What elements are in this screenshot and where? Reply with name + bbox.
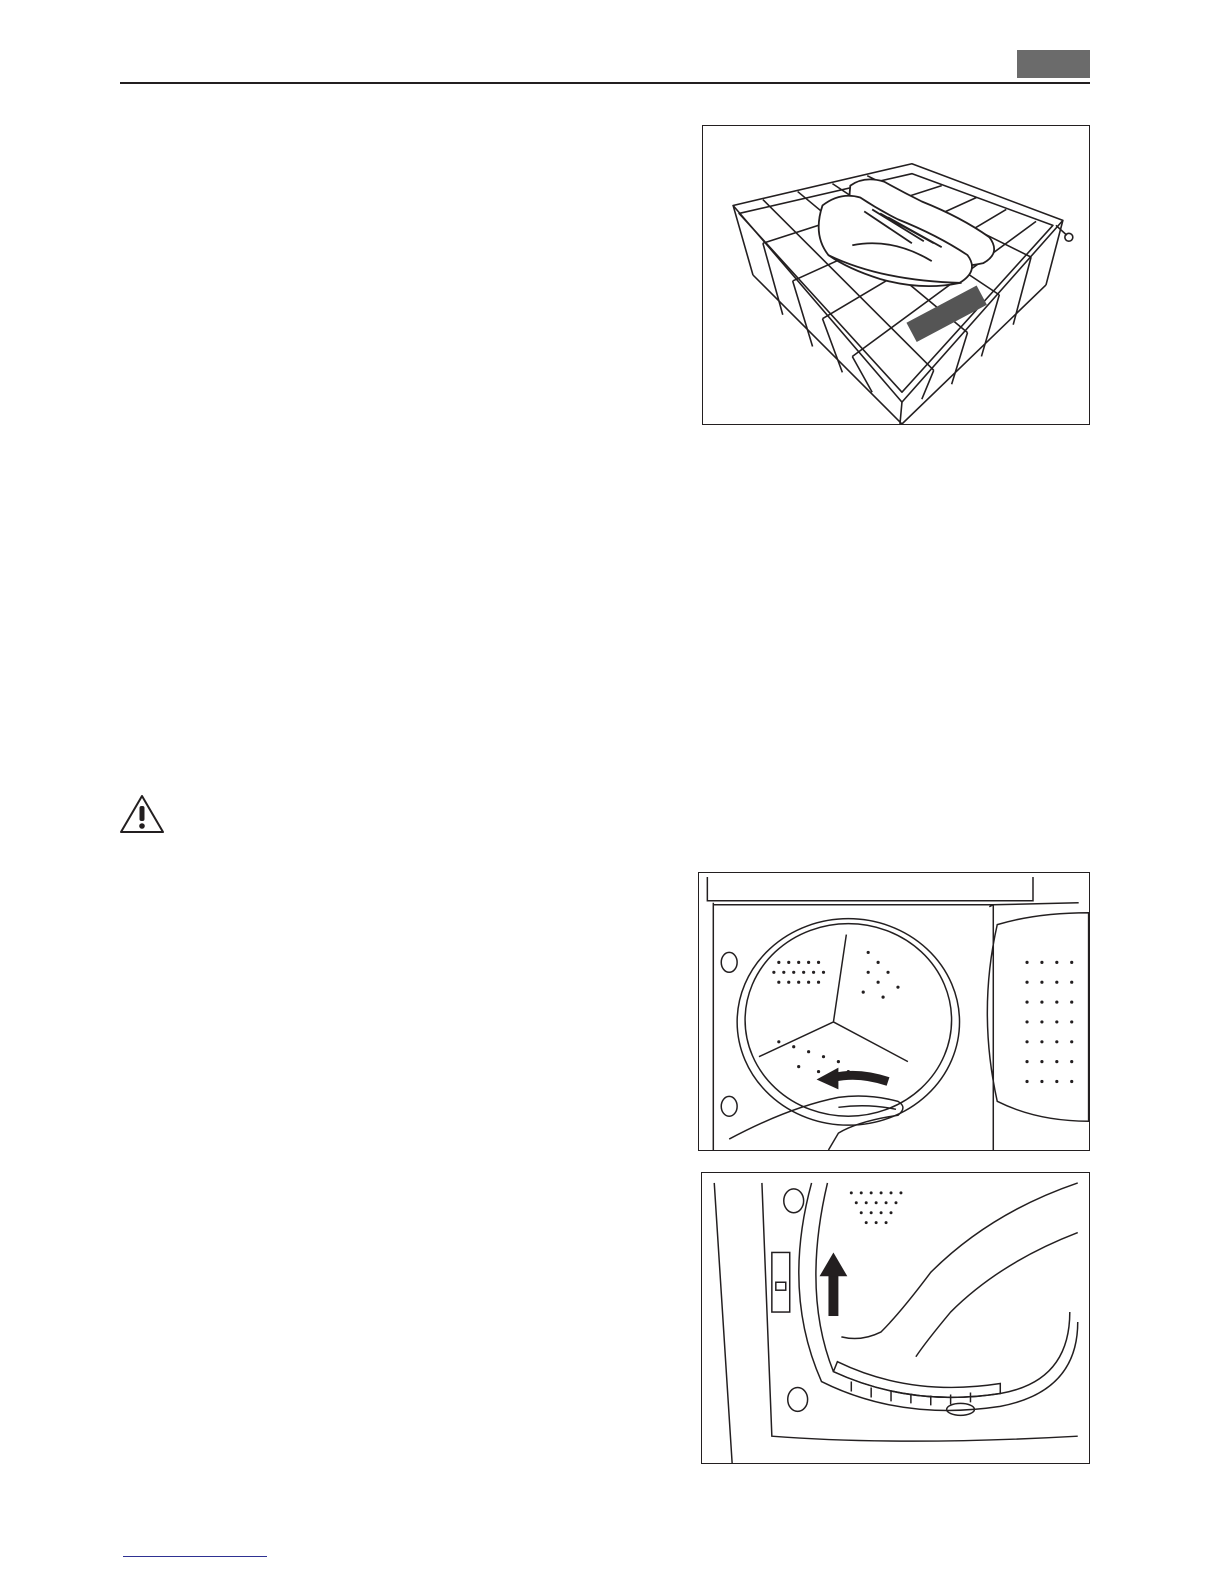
drum-filter-figure bbox=[698, 872, 1090, 1151]
filter-lift-figure bbox=[701, 1172, 1090, 1464]
drum-filter-illustration bbox=[699, 873, 1089, 1150]
filter-lift-illustration bbox=[702, 1173, 1089, 1463]
page-tab bbox=[1017, 50, 1090, 78]
warning-triangle-icon bbox=[118, 793, 166, 835]
shoe-rack-figure bbox=[702, 125, 1090, 425]
shoe-rack-illustration bbox=[703, 126, 1089, 424]
header-rule bbox=[120, 82, 1090, 84]
footer-link-underline[interactable] bbox=[123, 1556, 267, 1557]
